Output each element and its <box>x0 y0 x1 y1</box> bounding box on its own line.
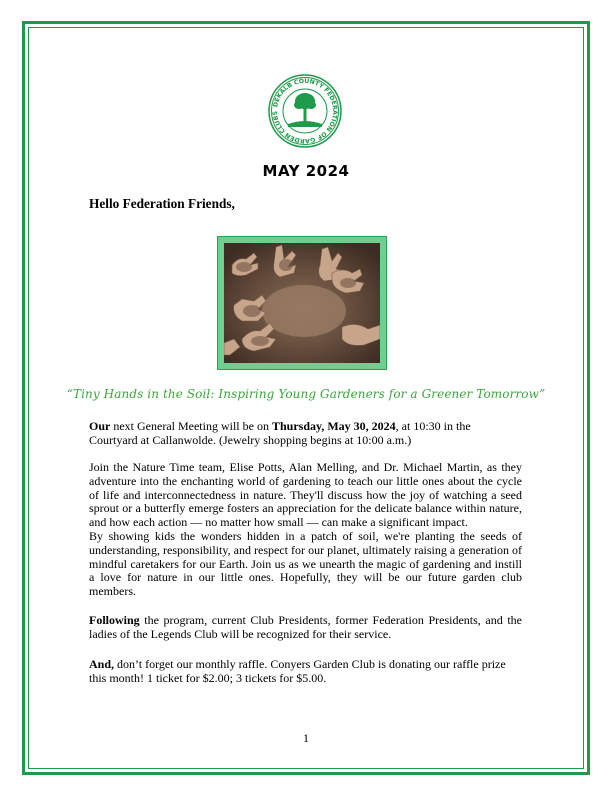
tree-icon <box>288 93 322 127</box>
meeting-date: Thursday, May 30, 2024 <box>271 419 396 433</box>
logo-ring-text: DEKALB COUNTY FEDERATION OF GARDEN CLUBS <box>271 77 339 145</box>
meeting-text-1: next General Meeting will be on <box>110 419 272 433</box>
federation-logo <box>268 74 342 148</box>
page-number: 1 <box>303 731 309 745</box>
meeting-lead: Our <box>89 419 111 433</box>
raffle-text: don’t forget our monthly raffle. Conyers Garden Club is donating our raffle prize this month! 1 ticket for $2.00; 3 tickets for $5.00. <box>89 657 506 685</box>
program-paragraph <box>89 461 522 599</box>
newsletter-month-title: MAY 2024 <box>262 162 350 180</box>
following-text: the program, current Club Presidents, former Federation Presidents, and the ladies of the Legends Club will be recognized for their service. <box>89 613 522 641</box>
photo-frame <box>217 236 387 370</box>
raffle-lead: And, <box>89 657 115 671</box>
raffle-paragraph <box>89 658 522 686</box>
program-text-b: By showing kids the wonders hidden in a patch of soil, we're planting the seeds of understanding, responsibility, and respect for our planet, ultimately raising a generation of mindful caretakers for our Earth. Join us as we unearth the magic of gardening and instill a love for nature in our little ones. Hopefully, they will be our future garden club members. <box>89 528 522 599</box>
program-text-a: Join the Nature Time team, Elise Potts, Alan Melling, and Dr. Michael Martin, as they adventure into the enchanting world of gardening to teach our little ones about the cycle of life and interconnectedness in nature. They'll discuss how the joy of watching a seed sprout or a butterfly emerge fosters an appreciation for the delicate balance within nature, and how each action — no matter how small — can make a significant impact. <box>89 460 522 530</box>
meeting-text-2: , at 10:30 in the Courtyard at Callanwolde. (Jewelry shopping begins at 10:00 a.m.) <box>89 419 471 447</box>
muddy-hands-photo-icon <box>224 243 380 363</box>
following-lead: Following <box>89 613 140 627</box>
meeting-paragraph <box>89 420 522 448</box>
program-caption: “Tiny Hands in the Soil: Inspiring Young Gardeners for a Greener Tomorrow” <box>66 387 546 401</box>
greeting: Hello Federation Friends, <box>89 196 235 211</box>
recognition-paragraph <box>89 614 522 642</box>
